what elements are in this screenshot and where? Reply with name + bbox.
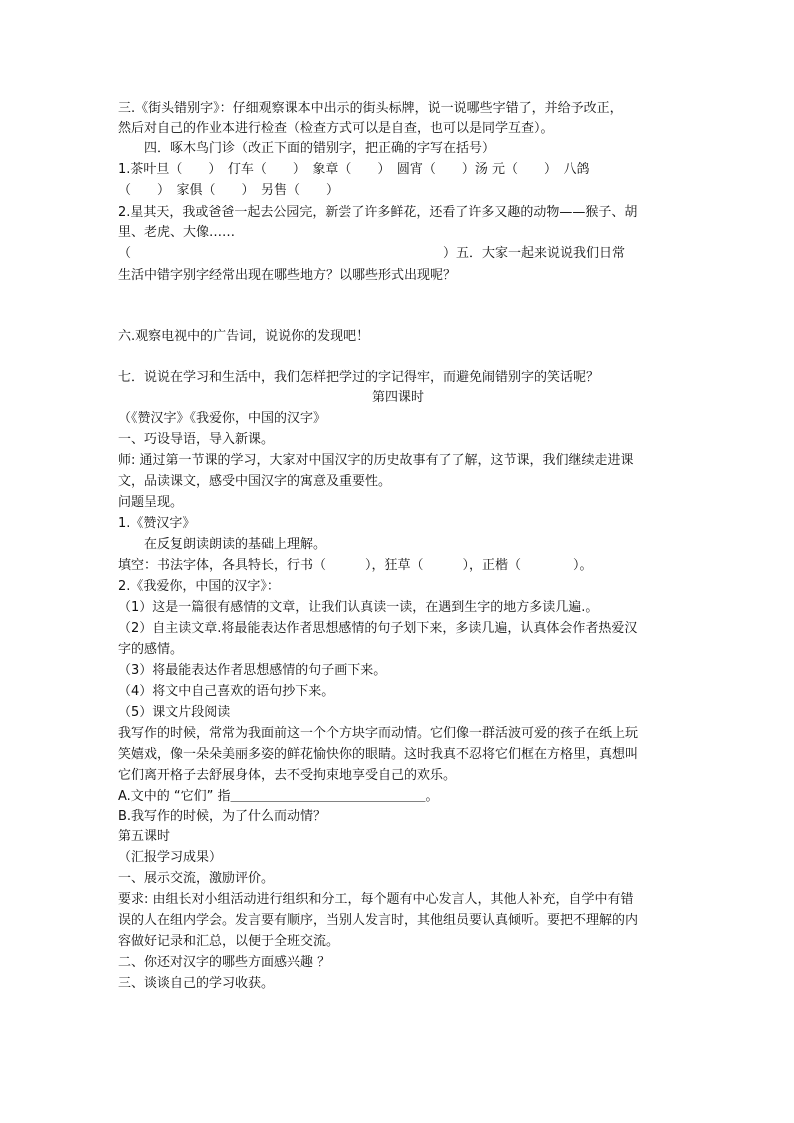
section-6: 六.观察电视中的广告词，说说你的发现吧！	[118, 329, 370, 344]
teacher-intro-line-2: 文，品读课文，感受中国汉字的寓意及重要性。	[118, 474, 392, 489]
question-b: B.我写作的时候，为了什么而动情？	[118, 809, 327, 824]
section-3-line-1: 三.《街头错别字》：仔细观察课本中出示的街头标牌，说一说哪些字错了，并给予改正，	[118, 101, 623, 116]
exercise-1-line-1: 1.茶叶旦（ ） 仃车（ ） 象章（ ） 圆宵（ ）汤 元（ ） 八鸽	[118, 162, 590, 177]
task-2-line-1: （2）自主读文章.将最能表达作者思想感情的句子划下来，多读几遍，认真体会作者热爱汉	[118, 621, 638, 636]
exercise-2-line-2: 里、老虎、大像……	[118, 225, 236, 240]
problem-presentation: 问题呈现。	[118, 495, 184, 510]
section-7: 七．说说在学习和生活中，我们怎样把学过的字记得牢，而避免闹错别字的笑话呢？	[118, 370, 600, 385]
text-2-title: 2.《我爱你，中国的汉字》：	[118, 579, 280, 594]
passage-line-1: 我写作的时候，常常为我面前这一个个方块字而动情。它们像一群活波可爱的孩子在纸上玩	[118, 726, 639, 741]
requirement-line-3: 容做好记录和汇总，以便于全班交流。	[118, 934, 340, 949]
passage-line-2: 笑嬉戏，像一朵朵美丽多姿的鲜花愉快你的眼睛。这时我真不忍将它们框在方格里，真想叫	[118, 747, 639, 762]
requirement-line-1: 要求: 由组长对小组活动进行组织和分工，每个题有中心发言人，其他人补充，自学中有错	[118, 892, 634, 907]
lesson-4-texts: （《赞汉字》《我爱你，中国的汉字》	[118, 411, 327, 426]
exercise-1-line-2: （ ） 家俱（ ） 另售（ ）	[118, 183, 340, 198]
lesson-5-step-3: 三、谈谈自己的学习收获。	[118, 976, 275, 991]
exercise-2-answer-and-section-5: （ ）五．大家一起来说说我们日常	[118, 246, 626, 261]
text-1-instruction: 在反复朗读朗读的基础上理解。	[118, 537, 327, 552]
section-3-line-2: 然后对自己的作业本进行检查（检查方式可以是自查，也可以是同学互查）。	[118, 121, 554, 136]
lesson-4-step-1: 一、巧设导语，导入新课。	[118, 432, 275, 447]
exercise-2-line-1: 2.星其天，我或爸爸一起去公园完，新尝了许多鲜花，还看了许多又趣的动物——猴子、胡	[118, 205, 638, 220]
lesson-5-step-1: 一、展示交流，激励评价。	[118, 871, 275, 886]
task-3: （3）将最能表达作者思想感情的句子画下来。	[118, 663, 387, 678]
teacher-intro-line-1: 师: 通过第一节课的学习，大家对中国汉字的历史故事有了了解，这节课，我们继续走进课	[118, 453, 634, 468]
task-4: （4）将文中自己喜欢的语句抄下来。	[118, 684, 335, 699]
requirement-line-2: 误的人在组内学会。发言要有顺序，当别人发言时，其他组员要认真倾听。要把不理解的内	[118, 913, 639, 928]
section-5-line-2: 生活中错字别字经常出现在哪些地方？以哪些形式出现呢？	[118, 268, 457, 283]
lesson-4-title: 第四课时	[371, 390, 424, 405]
fill-in-blank: 填空：书法字体，各具特长，行书（ ），狂草（ ），正楷（ ）。	[118, 558, 593, 573]
lesson-5-step-2: 二、你还对汉字的哪些方面感兴趣 ？	[118, 955, 331, 970]
section-4-heading: 四．啄木鸟门诊（改正下面的错别字，把正确的字写在括号）	[118, 141, 496, 156]
passage-line-3: 它们离开格子去舒展身体，去不受拘束地享受自己的欢乐。	[118, 768, 457, 783]
lesson-5-subtitle: （汇报学习成果）	[118, 850, 223, 865]
text-1-title: 1.《赞汉字》	[118, 516, 196, 531]
question-a: A.文中的 “它们” 指＿＿＿＿＿＿＿＿＿＿＿＿＿＿＿。	[118, 789, 439, 804]
task-1: （1）这是一篇很有感情的文章，让我们认真读一读，在遇到生字的地方多读几遍.。	[118, 600, 599, 615]
task-2-line-2: 字的感情。	[118, 642, 184, 657]
task-5: （5）课文片段阅读	[118, 705, 231, 720]
lesson-5-title: 第五课时	[118, 829, 171, 844]
